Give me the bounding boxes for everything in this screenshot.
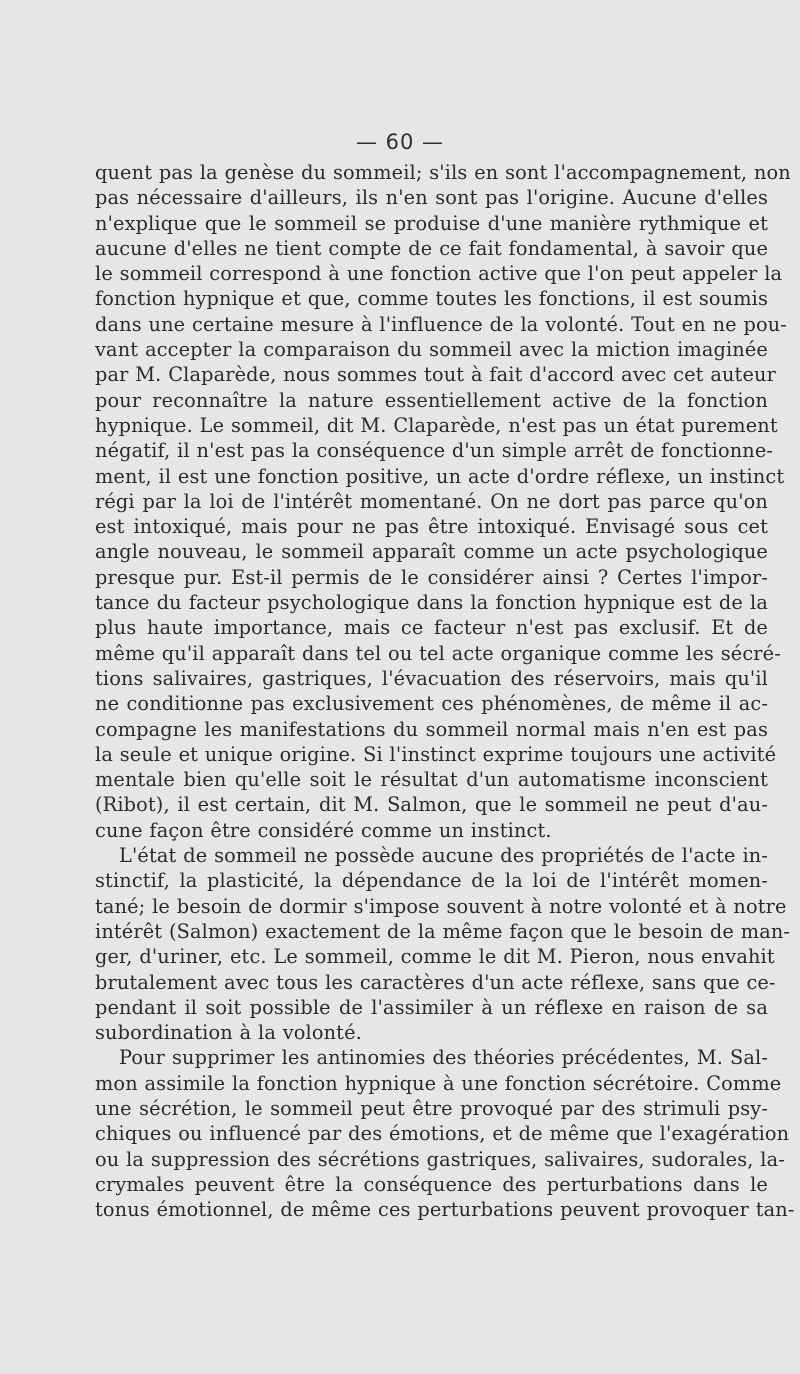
text-line: pendant il soit possible de l'assimiler à un réflexe en raison de sa [95,995,768,1019]
page-number: — 60 — [355,130,445,154]
text-line: dans une certaine mesure à l'influence de la volonté. Tout en ne pou- [95,312,787,336]
text-line: le sommeil correspond à une fonction active que l'on peut appeler la [95,262,783,286]
text-line: pas nécessaire d'ailleurs, ils n'en sont pas l'origine. Aucune d'elles [95,186,768,210]
text-line: même qu'il apparaît dans tel ou tel acte organique comme les sécré- [95,641,781,665]
text-line: pour reconnaître la nature essentiellement active de la fonction [95,388,768,412]
text-line: fonction hypnique et que, comme toutes les fonctions, il est soumis [95,287,768,311]
text-line: stinctif, la plasticité, la dépendance de la loi de l'intérêt momen- [95,869,768,893]
text-line: tance du facteur psychologique dans la fonction hypnique est de la [95,591,768,615]
text-line: une sécrétion, le sommeil peut être provoqué par des strimuli psy- [95,1096,768,1120]
text-line: régi par la loi de l'intérêt momentané. On ne dort pas parce qu'on [95,489,768,513]
text-line: la seule et unique origine. Si l'instinct exprime toujours une activité [95,742,777,766]
text-line: L'état de sommeil ne possède aucune des propriétés de l'acte in- [119,844,768,868]
body-text [95,160,795,1222]
text-line: mentale bien qu'elle soit le résultat d'un automatisme inconscient [95,768,768,792]
text-line: brutalement avec tous les caractères d'un acte réflexe, sans que ce- [95,970,776,994]
text-line: négatif, il n'est pas la conséquence d'un simple arrêt de fonctionne- [95,439,774,463]
text-line: tonus émotionnel, de même ces perturbations peuvent provoquer tan- [95,1198,795,1222]
text-line: Pour supprimer les antinomies des théories précédentes, M. Sal- [119,1046,768,1070]
text-line: plus haute importance, mais ce facteur n'est pas exclusif. Et de [95,616,768,640]
text-line: ment, il est une fonction positive, un acte d'ordre réflexe, un instinct [95,464,785,488]
text-line: tions salivaires, gastriques, l'évacuation des réservoirs, mais qu'il [95,666,768,690]
text-line: ger, d'uriner, etc. Le sommeil, comme le dit M. Pieron, nous envahit [95,945,775,969]
text-line: presque pur. Est-il permis de le considérer ainsi ? Certes l'impor- [95,565,768,589]
text-line: compagne les manifestations du sommeil normal mais n'en est pas [95,717,768,741]
text-line: (Ribot), il est certain, dit M. Salmon, que le sommeil ne peut d'au- [95,793,768,817]
text-line: n'explique que le sommeil se produise d'une manière rythmique et [95,211,768,235]
text-line: ne conditionne pas exclusivement ces phénomènes, de même il ac- [95,692,768,716]
text-line: par M. Claparède, nous sommes tout à fait d'accord avec cet auteur [95,363,776,387]
text-line: est intoxiqué, mais pour ne pas être intoxiqué. Envisagé sous cet [95,515,768,539]
text-line: hypnique. Le sommeil, dit M. Claparède, n'est pas un état purement [95,413,778,437]
text-line: ou la suppression des sécrétions gastriques, salivaires, sudorales, la- [95,1147,785,1171]
text-line: mon assimile la fonction hypnique à une fonction sécrétoire. Comme [95,1071,782,1095]
text-line: cune façon être considéré comme un instinct. [95,818,552,842]
text-line: intérêt (Salmon) exactement de la même façon que le besoin de man- [95,919,791,943]
text-line: angle nouveau, le sommeil apparaît comme un acte psychologique [95,540,768,564]
text-line: subordination à la volonté. [95,1021,362,1045]
text-line: chiques ou influencé par des émotions, et de même que l'exagération [95,1122,790,1146]
text-line: vant accepter la comparaison du sommeil avec la miction imaginée [95,338,768,362]
text-line: aucune d'elles ne tient compte de ce fait fondamental, à savoir que [95,236,768,260]
text-line: tané; le besoin de dormir s'impose souvent à notre volonté et à notre [95,894,787,918]
text-line: quent pas la genèse du sommeil; s'ils en sont l'accompagnement, non [95,161,791,184]
text-line: crymales peuvent être la conséquence des perturbations dans le [95,1172,768,1196]
